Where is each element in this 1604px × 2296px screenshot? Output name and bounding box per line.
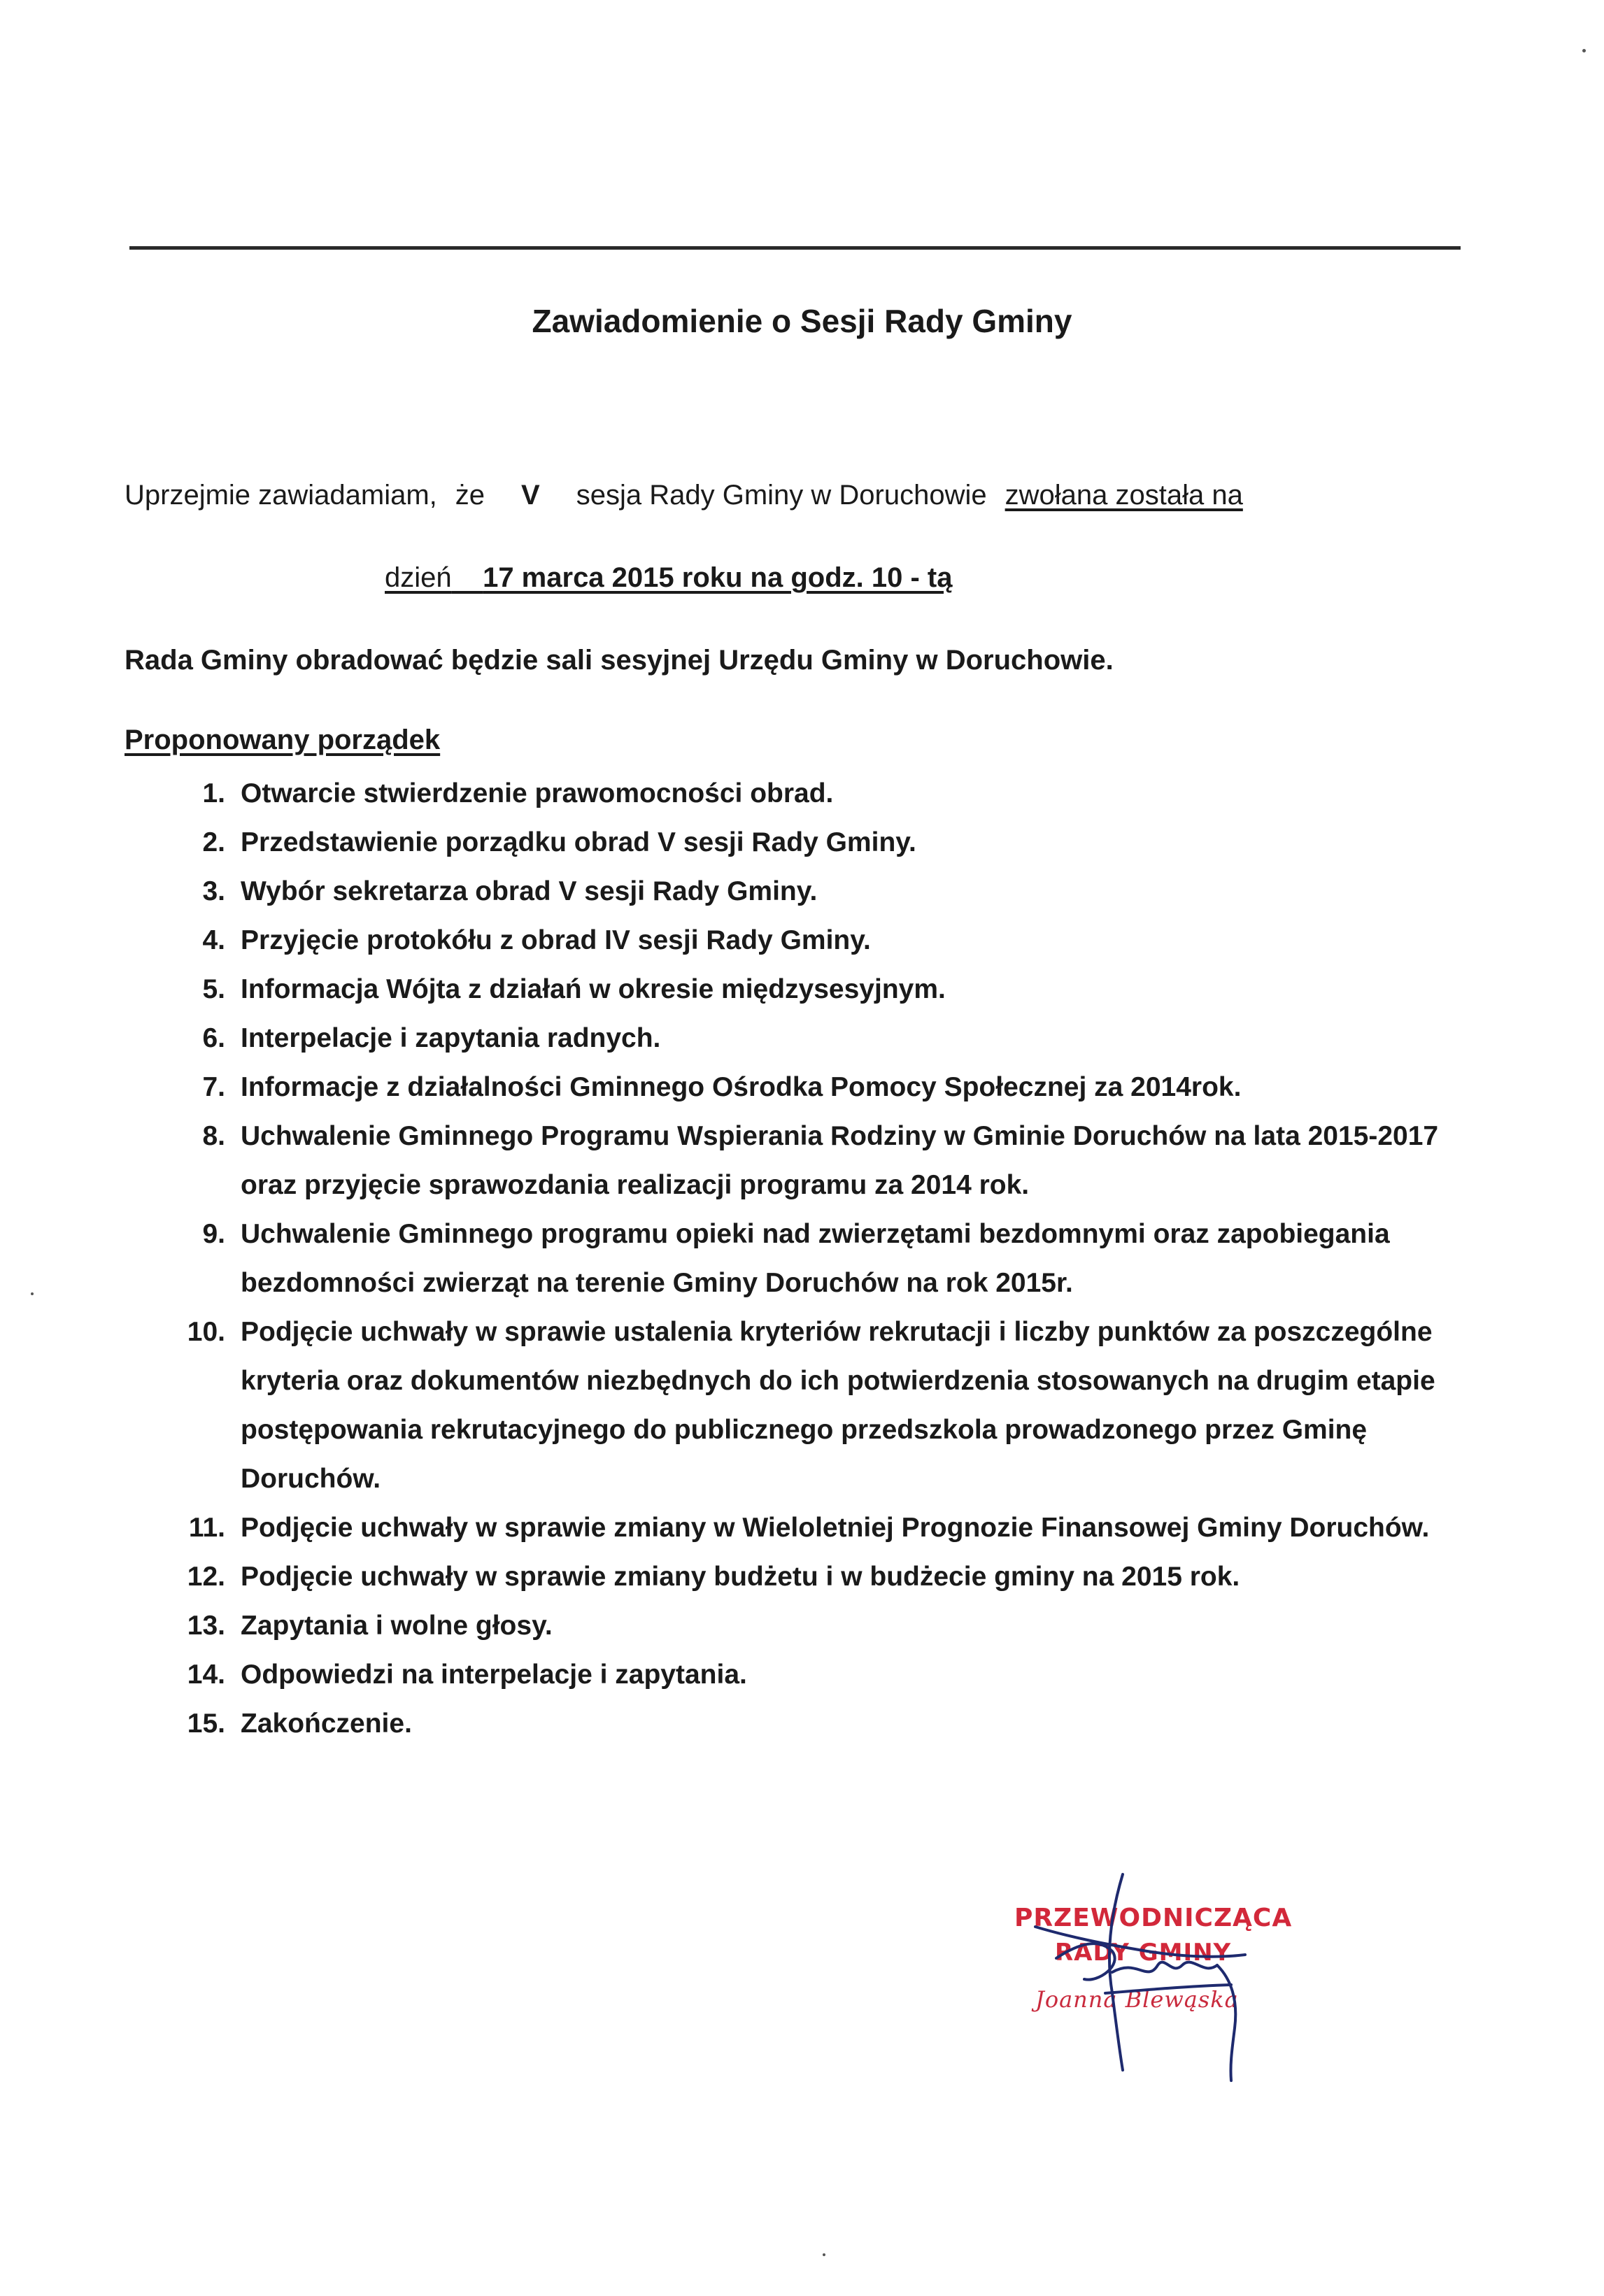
agenda-item [171, 1308, 1444, 1504]
agenda-item-text: Zakończenie. [241, 1709, 412, 1739]
agenda-item-number: 11. [188, 1513, 225, 1543]
agenda-item-text: Odpowiedzi na interpelacje i zapytania. [241, 1660, 747, 1690]
date-prefix: dzień [385, 562, 452, 593]
agenda-item-text: Otwarcie stwierdzenie prawomocności obrad. [241, 778, 834, 808]
intro-text-3: sesja Rady Gminy w Doruchowie [576, 480, 987, 511]
agenda-list [171, 769, 1444, 1748]
agenda-item-text: Interpelacje i zapytania radnych. [241, 1023, 661, 1053]
intro-text-4: zwołana została na [1005, 480, 1243, 511]
agenda-item [171, 1650, 1444, 1699]
agenda-item [171, 1553, 1444, 1602]
agenda-item-number: 9. [202, 1219, 225, 1249]
agenda-item-text: Podjęcie uchwały w sprawie ustalenia kryteriów rekrutacji i liczby punktów za poszczególne kryteria oraz dokumentów niezbędnych do ich potwierdzenia stosowanych na drugim etapie postępowania rekrutacyjnego do publicznego przedszkola prowadzonego przez Gminę Doruchów. [241, 1317, 1435, 1494]
stamp-line-title: PRZEWODNICZĄCA [1014, 1904, 1293, 1932]
agenda-item [171, 769, 1444, 818]
scan-speck [1582, 49, 1586, 52]
intro-text-1: Uprzejmie zawiadamiam, [125, 480, 437, 511]
agenda-item-text: Informacje z działalności Gminnego Ośrodka Pomocy Społecznej za 2014rok. [241, 1072, 1242, 1102]
agenda-item-text: Podjęcie uchwały w sprawie zmiany w Wieloletniej Prognozie Finansowej Gminy Doruchów. [241, 1513, 1430, 1543]
agenda-item [171, 965, 1444, 1014]
agenda-item-text: Wybór sekretarza obrad V sesji Rady Gminy. [241, 876, 818, 906]
agenda-item [171, 1112, 1444, 1210]
agenda-heading: Proponowany porządek [125, 725, 441, 755]
agenda-item [171, 1063, 1444, 1112]
agenda-item-number: 7. [202, 1072, 225, 1102]
agenda-item-number: 14. [187, 1660, 225, 1690]
official-stamp [1007, 1874, 1301, 2056]
agenda-item-text: Podjęcie uchwały w sprawie zmiany budżetu i w budżecie gminy na 2015 rok. [241, 1562, 1240, 1592]
agenda-item [171, 1210, 1444, 1308]
agenda-item-number: 4. [202, 925, 225, 955]
scan-speck [823, 2253, 825, 2256]
session-location: Rada Gminy obradować będzie sali sesyjnej Urzędu Gminy w Doruchowie. [125, 645, 1114, 676]
intro-text-2: że [455, 480, 485, 511]
agenda-item [171, 1699, 1444, 1748]
agenda-item [171, 1014, 1444, 1063]
agenda-item-number: 6. [202, 1023, 225, 1053]
agenda-item-text: Informacja Wójta z działań w okresie międzysesyjnym. [241, 974, 946, 1004]
agenda-item-text: Przedstawienie porządku obrad V sesji Rady Gminy. [241, 827, 916, 857]
agenda-item-number: 1. [202, 778, 225, 808]
agenda-item-text: Zapytania i wolne głosy. [241, 1611, 553, 1641]
session-date: 17 marca 2015 roku na godz. 10 - tą [483, 562, 953, 593]
stamp-line-name: Joanna Blewąska [1035, 1986, 1239, 2013]
document-title: Zawiadomienie o Sesji Rady Gminy [532, 303, 1072, 339]
session-number: V [521, 480, 540, 511]
agenda-item-number: 5. [202, 974, 225, 1004]
header-rule [129, 246, 1461, 250]
agenda-item [171, 916, 1444, 965]
agenda-item-number: 8. [202, 1121, 225, 1151]
agenda-item-number: 10. [187, 1317, 225, 1347]
scan-speck [31, 1292, 34, 1295]
agenda-item [171, 1504, 1444, 1553]
agenda-item-number: 3. [202, 876, 225, 906]
agenda-item-number: 13. [187, 1611, 225, 1641]
agenda-item [171, 818, 1444, 867]
intro-line [125, 480, 1243, 511]
agenda-item [171, 867, 1444, 916]
agenda-item-text: Przyjęcie protokółu z obrad IV sesji Rady Gminy. [241, 925, 871, 955]
agenda-item-text: Uchwalenie Gminnego programu opieki nad zwierzętami bezdomnymi oraz zapobiegania bezdomności zwierząt na terenie Gminy Doruchów na rok 2015r. [241, 1219, 1390, 1298]
stamp-line-council: RADY GMINY [1055, 1939, 1232, 1967]
agenda-item-number: 12. [187, 1562, 225, 1592]
agenda-item [171, 1602, 1444, 1650]
agenda-item-number: 2. [202, 827, 225, 857]
agenda-item-text: Uchwalenie Gminnego Programu Wspierania Rodziny w Gminie Doruchów na lata 2015-2017 oraz przyjęcie sprawozdania realizacji programu za 2014 rok. [241, 1121, 1439, 1200]
session-date-line [385, 562, 952, 594]
agenda-item-number: 15. [187, 1709, 225, 1739]
